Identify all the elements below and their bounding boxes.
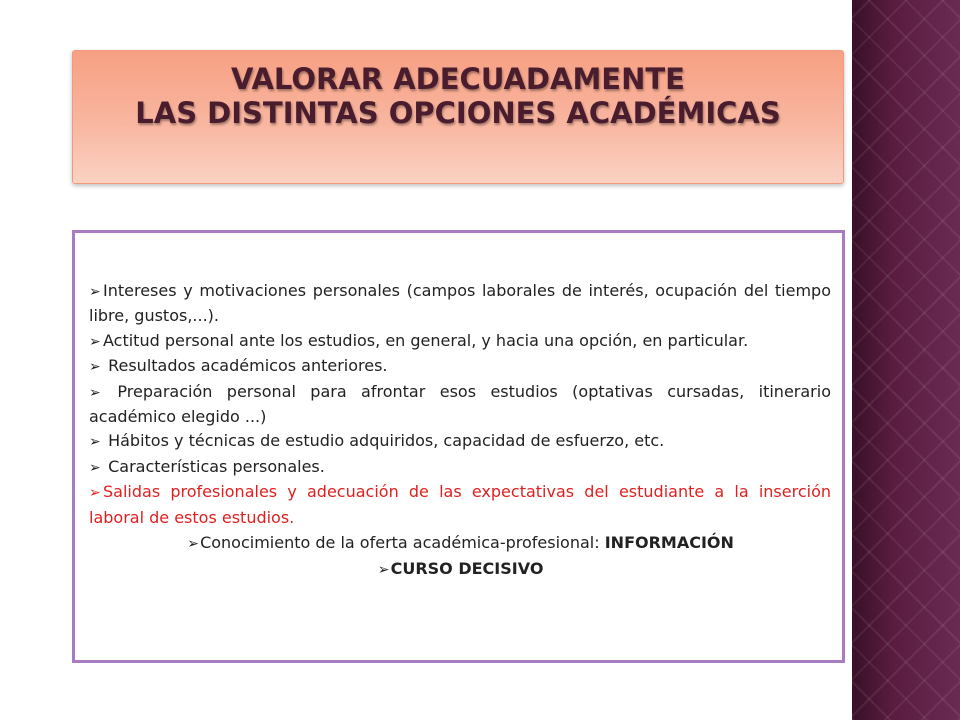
bullet-item-career-outcomes: ➢ Salidas profesionales y adecuación de las expectativas del estudiante a la inserción laboral de estos estudios.	[89, 482, 831, 527]
arrow-bullet-icon: ➢	[377, 562, 390, 579]
content-box	[72, 230, 845, 663]
arrow-bullet-icon: ➢	[89, 333, 101, 350]
bullet-item-habits: ➢ Hábitos y técnicas de estudio adquiridos, capacidad de esfuerzo, etc.	[89, 429, 831, 454]
title-line-2: LAS DISTINTAS OPCIONES ACADÉMICAS	[135, 96, 781, 130]
bullet-item-knowledge: ➢Conocimiento de la oferta académica-profesional: INFORMACIÓN	[89, 531, 831, 556]
decorative-side-strip	[852, 0, 960, 720]
title-banner	[72, 50, 844, 184]
information-emphasis: INFORMACIÓN	[604, 533, 734, 553]
bullet-item-preparation: ➢ Preparación personal para afrontar esos estudios (optativas cursadas, itinerario académico elegido ...)	[89, 381, 831, 427]
bullet-item-interests: ➢ Intereses y motivaciones personales (campos laborales de interés, ocupación del tiempo libre, gustos,...).	[89, 281, 831, 326]
arrow-bullet-icon: ➢	[89, 384, 101, 401]
arrow-bullet-icon: ➢	[89, 284, 101, 300]
bullet-item-attitude: ➢ Actitud personal ante los estudios, en general, y hacia una opción, en particular.	[89, 329, 831, 354]
bullet-item-results: ➢ Resultados académicos anteriores.	[89, 354, 831, 379]
arrow-bullet-icon: ➢	[89, 459, 101, 476]
arrow-bullet-icon: ➢	[89, 434, 101, 451]
arrow-bullet-icon: ➢	[187, 536, 199, 553]
bullet-list	[89, 279, 831, 583]
title-line-1: VALORAR ADECUADAMENTE	[231, 62, 685, 96]
bullet-item-decisive-course: ➢CURSO DECISIVO	[89, 557, 831, 582]
arrow-bullet-icon: ➢	[89, 485, 101, 502]
arrow-bullet-icon: ➢	[89, 359, 101, 376]
bullet-item-characteristics: ➢ Características personales.	[89, 455, 831, 480]
